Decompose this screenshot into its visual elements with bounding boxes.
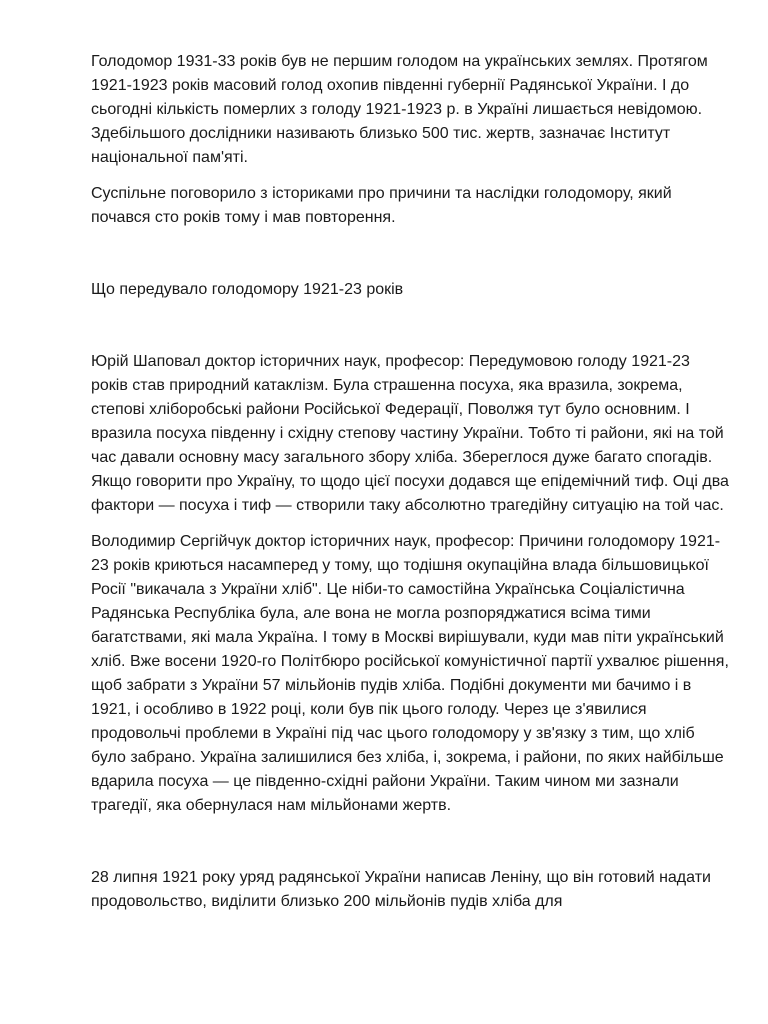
section-gap <box>91 230 731 278</box>
paragraph-summary: Суспільне поговорило з істориками про причини та наслідки голодомору, який почався сто років тому і мав повторення. <box>91 185 672 226</box>
paragraph-shapoval: Юрій Шаповал доктор історичних наук, професор: Передумовою голоду 1921-23 років став природний катаклізм. Була страшенна посуха, яка вразила, зокрема, степові хліборобські райони Російської Федерації, Поволжя тут було основним. І вразила посуха південну і східну степову частину України. Тобто ті райони, які на той час давали основну масу загального збору хліба. Збереглося дуже багато спогадів. Якщо говорити про Україну, то щодо цієї посухи додався ще епідемічний тиф. Оці два фактори — посуха і тиф — створили таку абсолютно трагедійну ситуацію на той час. <box>91 353 729 514</box>
paragraph-intro: Голодомор 1931-33 років був не першим голодом на українських землях. Протягом 1921-1923 років масовий голод охопив південні губернії Радянської України. І до сьогодні кількість померлих з голоду 1921-1923 р. в Україні лишається невідомою. Здебільшого дослідники називають близько 500 тис. жертв, зазначає Інститут національної пам'яті. <box>91 53 708 166</box>
paragraph-gap <box>91 518 731 530</box>
paragraph-gap <box>91 170 731 182</box>
paragraph-lenin-letter: 28 липня 1921 року уряд радянської України написав Леніну, що він готовий надати продовольство, виділити близько 200 мільйонів пудів хліба для <box>91 869 711 910</box>
section-heading: Що передувало голодомору 1921-23 років <box>91 281 404 298</box>
section-gap <box>91 302 731 350</box>
section-gap <box>91 818 731 866</box>
paragraph-serhiichuk: Володимир Сергійчук доктор історичних наук, професор: Причини голодомору 1921-23 років криються насамперед у тому, що тодішня окупаційна влада більшовицької Росії "викачала з України хліб". Це ніби-то самостійна Українська Соціалістична Радянська Республіка була, але вона не могла розпоряджатися всіма тими багатствами, які мала Україна. І тому в Москві вирішували, куди мав піти український хліб. Вже восени 1920-го Політбюро російської комуністичної партії ухвалює рішення, щоб забрати з України 57 мільйонів пудів хліба. Подібні документи ми бачимо і в 1921, і особливо в 1922 році, коли був пік цього голоду. Через це з'явилися продовольчі проблеми в Україні під час цього голодомору у зв'язку з тим, що хліб було забрано. Україна залишилися без хліба, і, зокрема, і райони, по яких найбільше вдарила посуха — це південно-східні райони України. Таким чином ми зазнали трагедії, яка обернулася нам мільйонами жертв. <box>91 533 729 814</box>
document-page <box>91 50 731 914</box>
